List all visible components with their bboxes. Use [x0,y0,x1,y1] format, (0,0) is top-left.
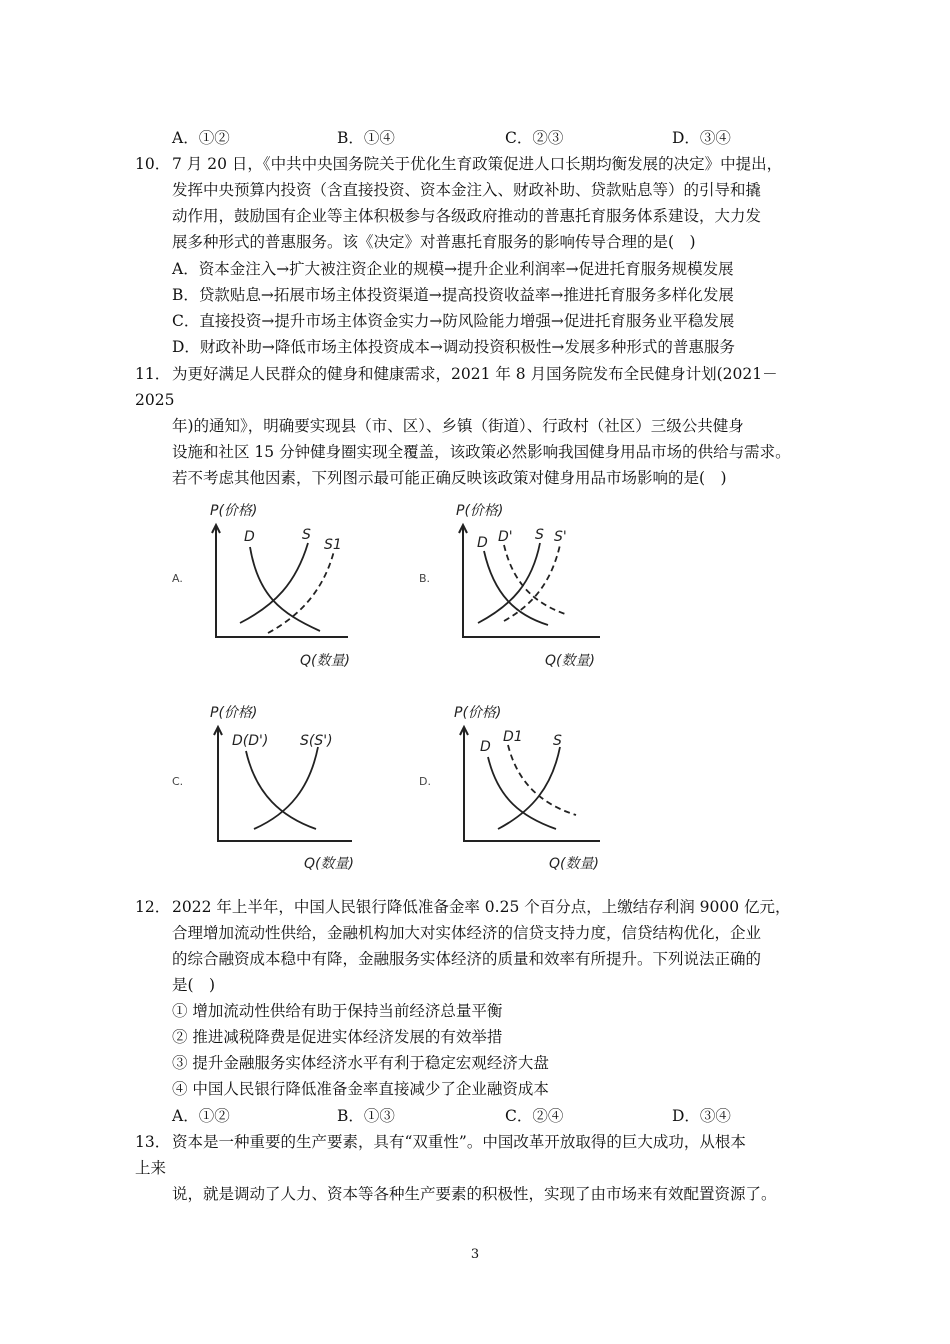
graph-c-x-axis-label: Q(数量) [304,856,354,872]
q11-stem-line: 为更好满足人民群众的健身和健康需求，2021 年 8 月国务院发布全民健身计划(2021－ [172,365,778,383]
graph-b-supply-curve [478,543,540,623]
q12-statement-4: ④ 中国人民银行降低准备金率直接减少了企业融资成本 [172,1080,549,1098]
q12-option-a: A．①② [172,1107,230,1125]
q10-option-a: A．资本金注入→扩大被注资企业的规模→提升企业利润率→促进托育服务规模发展 [172,260,734,278]
graph-a-curve-s1: S1 [324,537,342,553]
graph-b-curve-s: S [535,527,544,543]
graph-d-demand-curve [488,757,556,829]
q9-option-a: A．①② [172,129,230,147]
graph-d-x-axis-label: Q(数量) [549,856,599,872]
graph-b-label: B. [419,572,431,585]
q13-number: 13． [135,1133,171,1151]
q9-option-d: D．③④ [672,129,731,147]
graph-d [419,705,600,872]
q10-number: 10． [135,155,171,173]
graph-a [172,503,350,669]
q10-stem-line: 7 月 20 日，《中共中央国务院关于优化生育政策促进人口长期均衡发展的决定》中提出， [172,155,783,173]
graph-b-x-axis-label: Q(数量) [545,653,595,669]
graph-c-curve-s: S(S') [300,733,333,749]
q12-number: 12． [135,898,171,916]
graph-a-supply-curve [240,543,308,623]
q11-stem-line: 若不考虑其他因素，下列图示最可能正确反映该政策对健身用品市场影响的是( ) [172,469,727,487]
q11-number: 11． [135,365,171,383]
q10-stem-line: 动作用，鼓励国有企业等主体积极参与各级政府推动的普惠托育服务体系建设，大力发 [172,207,762,225]
q13-stem-line: 资本是一种重要的生产要素，具有“双重性”。中国改革开放取得的巨大成功，从根本 [172,1133,746,1151]
graph-b-curve-d-prime: D' [498,529,513,545]
q12-option-b: B．①③ [337,1107,395,1125]
q9-option-c: C．②③ [505,129,564,147]
graph-c-y-axis-label: P(价格) [210,705,258,721]
q12-statement-3: ③ 提升金融服务实体经济水平有利于稳定宏观经济大盘 [172,1054,549,1072]
graph-b-curve-d: D [477,535,488,551]
q12-stem-line: 是( ) [172,976,216,994]
q13-stem-line: 说，就是调动了人力、资本等各种生产要素的积极性，实现了由市场来有效配置资源了。 [172,1185,777,1203]
graph-a-y-axis-label: P(价格) [210,503,258,519]
graph-c [172,705,354,872]
q11-stem-line: 设施和社区 15 分钟健身圈实现全覆盖，该政策必然影响我国健身用品市场的供给与需求。 [172,443,791,461]
graph-d-curve-d: D [480,739,491,755]
graph-d-y-axis-label: P(价格) [454,705,502,721]
q12-statement-1: ① 增加流动性供给有助于保持当前经济总量平衡 [172,1002,503,1020]
graph-d-curve-s: S [553,733,562,749]
graph-b-y-axis-label: P(价格) [456,503,504,519]
q12-option-c: C．②④ [505,1107,564,1125]
q10-option-c: C．直接投资→提升市场主体资金实力→防风险能力增强→促进托育服务业平稳发展 [172,312,735,330]
q12-option-d: D．③④ [672,1107,731,1125]
q11-stem-line: 年)的通知》，明确要实现县（市、区）、乡镇（街道）、行政村（社区）三级公共健身 [172,417,744,435]
graph-c-demand-curve [246,751,316,829]
page-number: 3 [470,1247,480,1262]
q13-stem-line: 上来 [135,1159,167,1177]
graph-c-curve-d: D(D') [232,733,269,749]
graph-c-supply-curve [254,747,318,829]
q12-stem-line: 2022 年上半年，中国人民银行降低准备金率 0.25 个百分点，上缴结存利润 9000 亿元， [172,898,791,916]
q10-option-b: B．贷款贴息→拓展市场主体投资渠道→提高投资收益率→推进托育服务多样化发展 [172,286,734,304]
graph-c-label: C. [172,775,184,788]
q10-option-d: D．财政补助→降低市场主体投资成本→调动投资积极性→发展多种形式的普惠服务 [172,338,735,356]
graph-b [419,503,600,669]
q12-stem-line: 合理增加流动性供给，金融机构加大对实体经济的信贷支持力度，信贷结构优化，企业 [172,924,762,942]
graph-a-curve-s: S [302,527,311,543]
graph-a-x-axis-label: Q(数量) [300,653,350,669]
q10-stem-line: 发挥中央预算内投资（含直接投资、资本金注入、财政补助、贷款贴息等）的引导和撬 [172,181,762,199]
graph-b-curve-s-prime: S' [554,529,567,545]
graph-a-curve-d: D [244,529,255,545]
graph-a-label: A. [172,572,183,585]
q12-statement-2: ② 推进减税降费是促进实体经济发展的有效举措 [172,1028,503,1046]
graph-d-label: D. [419,775,431,788]
q12-stem-line: 的综合融资成本稳中有降，金融服务实体经济的质量和效率有所提升。下列说法正确的 [172,950,762,968]
q10-stem-line: 展多种形式的普惠服务。该《决定》对普惠托育服务的影响传导合理的是( ) [172,233,696,251]
q9-option-b: B．①④ [337,129,395,147]
q11-stem-line: 2025 [135,391,175,409]
graph-d-demand-curve-new [508,745,576,815]
graph-b-supply-curve-new [504,545,560,621]
q11-graphs [0,495,950,885]
graph-d-curve-d1: D1 [503,729,523,745]
